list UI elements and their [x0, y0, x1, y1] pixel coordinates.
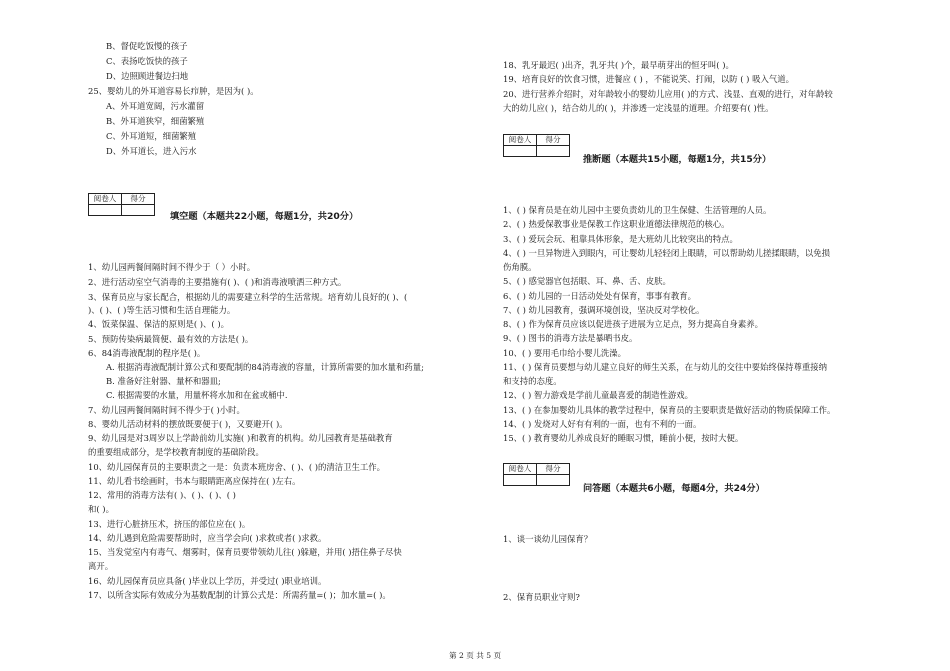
- fill-question: 20、进行营养介绍时，对年龄较小的婴幼儿应用( )的方式、浅显、直观的进行，对年龄较: [503, 89, 833, 99]
- judge-question: 2、( ) 热爱保教事业是保教工作这职业道德法律规范的核心。: [503, 219, 730, 229]
- fill-question: 1、幼儿园两餐间隔时间不得少于（ ）小时。: [88, 262, 256, 272]
- option-line: C、表扬吃饭快的孩子: [106, 56, 188, 66]
- judge-question: 5、( ) 感觉器官包括眼、耳、鼻、舌、皮肤。: [503, 276, 671, 286]
- fill-question: 2、进行活动室空气消毒的主要措施有( )、( )和消毒液喷洒三种方式。: [88, 277, 347, 287]
- fill-option: A. 根据消毒液配制计算公式和要配制的84消毒液的容量，计算所需要的加水量和药量;: [106, 362, 424, 372]
- judge-question: 15、( ) 教育婴幼儿养成良好的睡眠习惯，睡前小便，按时大便。: [503, 433, 744, 443]
- question-line: 25、婴幼儿的外耳道容易长疖肿，是因为( )。: [88, 86, 259, 96]
- fill-question: 11、幼儿看书绘画时，书本与眼睛距离应保持在( )左右。: [88, 476, 301, 486]
- fill-question: 和( )。: [88, 504, 114, 514]
- score-label: 得分: [537, 135, 570, 146]
- reviewer-label: 阅卷人: [504, 135, 537, 146]
- fill-question: 12、常用的消毒方法有( )、( )、( )、( ): [88, 490, 236, 500]
- judge-question: 8、( ) 作为保育员应该以促进孩子进展为立足点，努力提高自身素养。: [503, 319, 764, 329]
- page-footer: 第 2 页 共 5 页: [448, 651, 502, 660]
- fill-question: 大的幼儿应( )，结合幼儿的( )，并渗透一定浅显的道理。介绍要有( )性。: [503, 103, 774, 113]
- fill-question: 15、当发觉室内有毒气、烟雾时，保育员要带领幼儿往( )躲避，并用( )捂住鼻子尽快: [88, 547, 402, 557]
- judge-question: 13、( ) 在参加婴幼儿具体的教学过程中，保育员的主要职责是做好活动的物质保障工作。: [503, 405, 836, 415]
- judge-question: 伤角膜。: [503, 262, 537, 272]
- score-box-judge: [503, 134, 570, 157]
- fill-option: C. 根据需要的水量，用量杯将水加和在盆或桶中.: [106, 390, 288, 400]
- fill-question: 17、以所含实际有效成分为基数配制的计算公式是：所需药量=( )；加水量=( )。: [88, 590, 391, 600]
- fill-section-title: 填空题（本题共22小题，每题1分，共20分）: [170, 211, 359, 222]
- fill-question: 16、幼儿园保育员应具备( )毕业以上学历，并受过( )职业培训。: [88, 576, 327, 586]
- judge-question: 1、( ) 保育员是在幼儿园中主要负责幼儿的卫生保健、生活管理的人员。: [503, 205, 772, 215]
- fill-question: 14、幼儿遇到危险需要帮助时，应当学会向( )求救或者( )求救。: [88, 533, 327, 543]
- reviewer-label: 阅卷人: [504, 464, 537, 475]
- judge-question: 14、( ) 发烧对人好有有利的一面，也有不利的一面。: [503, 419, 702, 429]
- fill-question: )、( )、( )等生活习惯和生活自理能力。: [88, 305, 236, 315]
- fill-question: 5、预防传染病最简便、最有效的方法是( )。: [88, 334, 254, 344]
- qa-question: 1、谈一谈幼儿园保育？: [503, 534, 593, 544]
- fill-question: 9、幼儿园是对3周岁以上学龄前幼儿实施( )和教育的机构。幼儿园教育是基础教育: [88, 433, 393, 443]
- option-line: A、外耳道宽阔，污水灌留: [106, 101, 205, 111]
- fill-question: 的重要组成部分，是学校教育制度的基础阶段。: [88, 447, 264, 457]
- fill-question: 19、培育良好的饮食习惯，进餐应 ( ) ，不能说笑、打闹，以防 ( ) 吸入气道。: [503, 74, 794, 84]
- option-line: D、外耳道长，进入污水: [106, 146, 197, 156]
- judge-question: 6、( ) 幼儿园的一日活动处处有保育，事事有教育。: [503, 291, 697, 301]
- score-box-fill: [88, 193, 155, 216]
- fill-question: 4、饭菜保温、保洁的原则是( )、( )。: [88, 319, 229, 329]
- option-line: B、外耳道狭窄，细菌繁殖: [106, 116, 205, 126]
- option-line: C、外耳道短，细菌繁殖: [106, 131, 197, 141]
- judge-question: 9、( ) 图书的消毒方法是暴晒书皮。: [503, 333, 638, 343]
- reviewer-label: 阅卷人: [89, 194, 122, 205]
- judge-question: 11、( ) 保育员要想与幼儿建立良好的师生关系，在与幼儿的交往中要始终保持尊重接纳: [503, 362, 828, 372]
- fill-question: 10、幼儿园保育员的主要职责之一是：负责本班房舍、( )、( )的清洁卫生工作。: [88, 462, 386, 472]
- score-box-qa: [503, 463, 570, 486]
- fill-option: B. 准备好注射器、量杯和器皿;: [106, 376, 221, 386]
- option-line: B、督促吃饭慢的孩子: [106, 41, 188, 51]
- judge-question: 和支持的态度。: [503, 376, 562, 386]
- judge-question: 12、( ) 智力游戏是学前儿童最喜爱的制造性游戏。: [503, 390, 694, 400]
- fill-question: 18、乳牙最迟( )出齐，乳牙共( )个，最早萌芽出的恒牙叫( )。: [503, 60, 734, 70]
- score-label: 得分: [537, 464, 570, 475]
- reviewer-cell[interactable]: [89, 205, 122, 216]
- fill-question: 离开。: [88, 561, 114, 571]
- score-cell[interactable]: [537, 146, 570, 157]
- fill-question: 13、进行心脏挤压术，挤压的部位应在( )。: [88, 519, 251, 529]
- judge-question: 10、( ) 要用毛巾给小婴儿洗澡。: [503, 348, 627, 358]
- option-line: D、边照顾进餐边扫地: [106, 71, 189, 81]
- judge-section-title: 推断题（本题共15小题，每题1分，共15分）: [583, 154, 772, 165]
- reviewer-cell[interactable]: [504, 146, 537, 157]
- judge-question: 7、( ) 幼儿园教育，强调环境创设，坚决反对学校化。: [503, 305, 705, 315]
- reviewer-cell[interactable]: [504, 475, 537, 486]
- score-cell[interactable]: [122, 205, 155, 216]
- score-label: 得分: [122, 194, 155, 205]
- judge-question: 3、( ) 爱玩会玩、租靠具体形象，是大班幼儿比较突出的特点。: [503, 234, 738, 244]
- score-cell[interactable]: [537, 475, 570, 486]
- fill-question: 6、84消毒液配制的程序是( )。: [88, 348, 206, 358]
- qa-section-title: 问答题（本题共6小题，每题4分，共24分）: [583, 483, 765, 494]
- fill-question: 7、幼儿园两餐间隔时间不得少于( )小时。: [88, 405, 245, 415]
- qa-question: 2、保育员职业守则?: [503, 592, 580, 602]
- judge-question: 4、( ) 一旦异物进入到眼内，可让婴幼儿轻轻闭上眼睛，可以帮助幼儿搓揉眼睛，以免损: [503, 248, 831, 258]
- fill-question: 8、婴幼儿活动材料的摆放既要便于( )，又要避开( )。: [88, 419, 288, 429]
- fill-question: 3、保育员应与家长配合，根据幼儿的需要建立科学的生活常规。培育幼儿良好的( )、(: [88, 292, 408, 302]
